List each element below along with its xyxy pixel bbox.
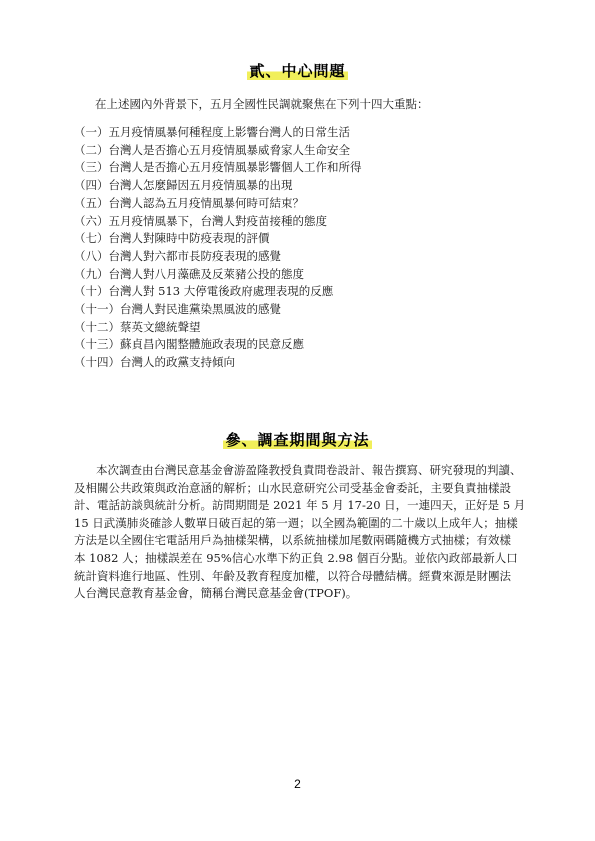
section-heading-text: 貳、中心問題 xyxy=(249,62,346,80)
section-heading-survey-method xyxy=(0,429,595,450)
list-item: （十三）蘇貞昌內閣整體施政表現的民意反應 xyxy=(74,337,304,352)
list-item: （十）台灣人對 513 大停電後政府處理表現的反應 xyxy=(74,284,334,299)
paragraph-line: 方法是以全國住宅電話用戶為抽樣架構，以系統抽樣加尾數兩碼隨機方式抽樣；有效樣 xyxy=(74,533,511,548)
page-number: 2 xyxy=(294,777,301,791)
list-item: （八）台灣人對六都市長防疫表現的感覺 xyxy=(74,248,281,263)
section-heading-central-questions xyxy=(0,60,595,81)
list-item: （六）五月疫情風暴下，台灣人對疫苗接種的態度 xyxy=(74,213,327,228)
focus-items-list xyxy=(74,124,534,372)
paragraph-line: 及相關公共政策與政治意涵的解析；山水民意研究公司受基金會委託，主要負責抽樣設 xyxy=(74,480,511,495)
paragraph-line: 15 日武漢肺炎確診人數單日破百起的第一週；以全國為範圍的二十歲以上成年人；抽樣 xyxy=(74,515,518,530)
list-item: （十一）台灣人對民進黨染黑風波的感覺 xyxy=(74,302,281,317)
list-item: （一）五月疫情風暴何種程度上影響台灣人的日常生活 xyxy=(74,125,350,139)
paragraph-line: 統計資料進行地區、性別、年齡及教育程度加權，以符合母體結構。經費來源是財團法 xyxy=(74,568,511,583)
intro-paragraph: 在上述國內外背景下，五月全國性民調就聚焦在下列十四大重點： xyxy=(95,97,429,111)
list-item: （九）台灣人對八月藻礁及反萊豬公投的態度 xyxy=(74,266,304,281)
paragraph-line: 人台灣民意教育基金會，簡稱台灣民意基金會(TPOF)。 xyxy=(74,586,358,601)
list-item: （四）台灣人怎麼歸因五月疫情風暴的出現 xyxy=(74,178,293,193)
section-heading-text: 參、調查期間與方法 xyxy=(225,431,370,449)
paragraph-line: 計、電話訪談與統計分析。訪問期間是 2021 年 5 月 17-20 日，一連四天，正好是 5 月 xyxy=(74,498,526,513)
list-item: （十二）蔡英文總統聲望 xyxy=(74,319,201,334)
paragraph-line: 本 1082 人；抽樣誤差在 95%信心水準下約正負 2.98 個百分點。並依內政部最新人口 xyxy=(74,550,518,565)
list-item: （七）台灣人對陳時中防疫表現的評價 xyxy=(74,231,270,246)
list-item: （十四）台灣人的政黨支持傾向 xyxy=(74,355,235,370)
list-item: （二）台灣人是否擔心五月疫情風暴威脅家人生命安全 xyxy=(74,142,350,157)
list-item: （五）台灣人認為五月疫情風暴何時可結束？ xyxy=(74,195,304,210)
method-paragraph xyxy=(74,462,546,603)
list-item: （三）台灣人是否擔心五月疫情風暴影響個人工作和所得 xyxy=(74,160,362,175)
paragraph-line: 本次調查由台灣民意基金會游盈隆教授負責問卷設計、報告撰寫、研究發現的判讀、 xyxy=(96,463,522,477)
